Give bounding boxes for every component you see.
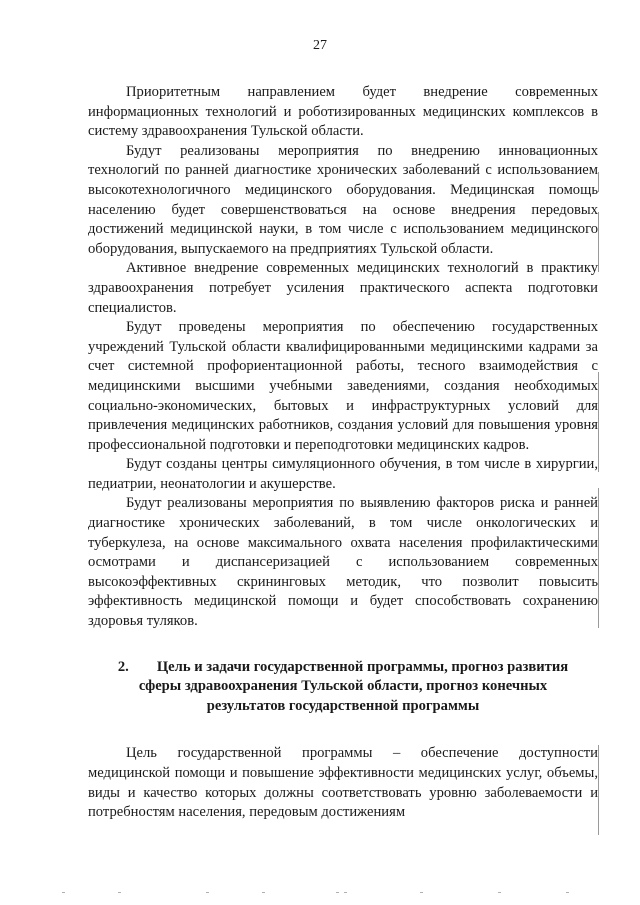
paragraph: Будут созданы центры симуляционного обучения, в том числе в хирургии, педиатрии, неонатологии и акушерстве. [88, 456, 598, 492]
page-number: 27 [313, 38, 327, 53]
section-number: 2. [117, 658, 129, 675]
scan-margin-mark [598, 488, 599, 628]
body-text [88, 83, 598, 823]
section-title: Цель и задачи государственной программы, прогноз развития сферы здравоохранения Тульской области, прогноз конечных результатов государственной программы [138, 658, 569, 714]
paragraph: Активное внедрение современных медицинских технологий в практику здравоохранения потребует усиления практического аспекта подготовки специалистов. [88, 260, 598, 316]
paragraph: Будут реализованы мероприятия по внедрению инновационных технологий по ранней диагностике хронических заболеваний с использованием высокотехнологичного медицинского оборудования. Медицинская помощь населению будет совершенствоваться на основе внедрения передовых достижений медицинской науки, в том числе с использованием медицинского оборудования, выпускаемого на предприятиях Тульской области. [88, 142, 598, 257]
scan-margin-mark [598, 172, 599, 192]
closing-paragraph: Цель государственной программы – обеспечение доступности медицинской помощи и повышение эффективности медицинских услуг, объемы, виды и качество которых должны соответствовать уровню заболеваемости и потребностям населения, передовым достижениям [88, 745, 598, 821]
paragraph: Приоритетным направлением будет внедрение современных информационных технологий и роботизированных медицинских комплексов в систему здравоохранения Тульской области. [88, 84, 598, 140]
scan-artifacts [0, 892, 640, 898]
paragraph: Будут реализованы мероприятия по выявлению факторов риска и ранней диагностике хронических заболеваний, в том числе онкологических и туберкулеза, на основе максимального охвата населения профилактическими осмотрами и диспансеризацией с использованием современных высокоэффективных скрининговых методик, что позволит повысить эффективность медицинской помощи и будет способствовать сохранению здоровья туляков. [88, 495, 598, 630]
scan-margin-mark [598, 212, 599, 272]
section-heading [88, 658, 598, 717]
scan-margin-mark [598, 372, 599, 472]
paragraph: Будут проведены мероприятия по обеспечению государственных учреждений Тульской области квалифицированными медицинскими кадрами за счет системной профориентационной работы, тесного взаимодействия с медицинскими высшими учебными заведениями, создания необходимых социально-экономических, бытовых и инфраструктурных условий для привлечения медицинских работников, создания условий для повышения уровня профессиональной подготовки и переподготовки медицинских кадров. [88, 319, 598, 453]
scan-margin-mark [598, 745, 599, 835]
